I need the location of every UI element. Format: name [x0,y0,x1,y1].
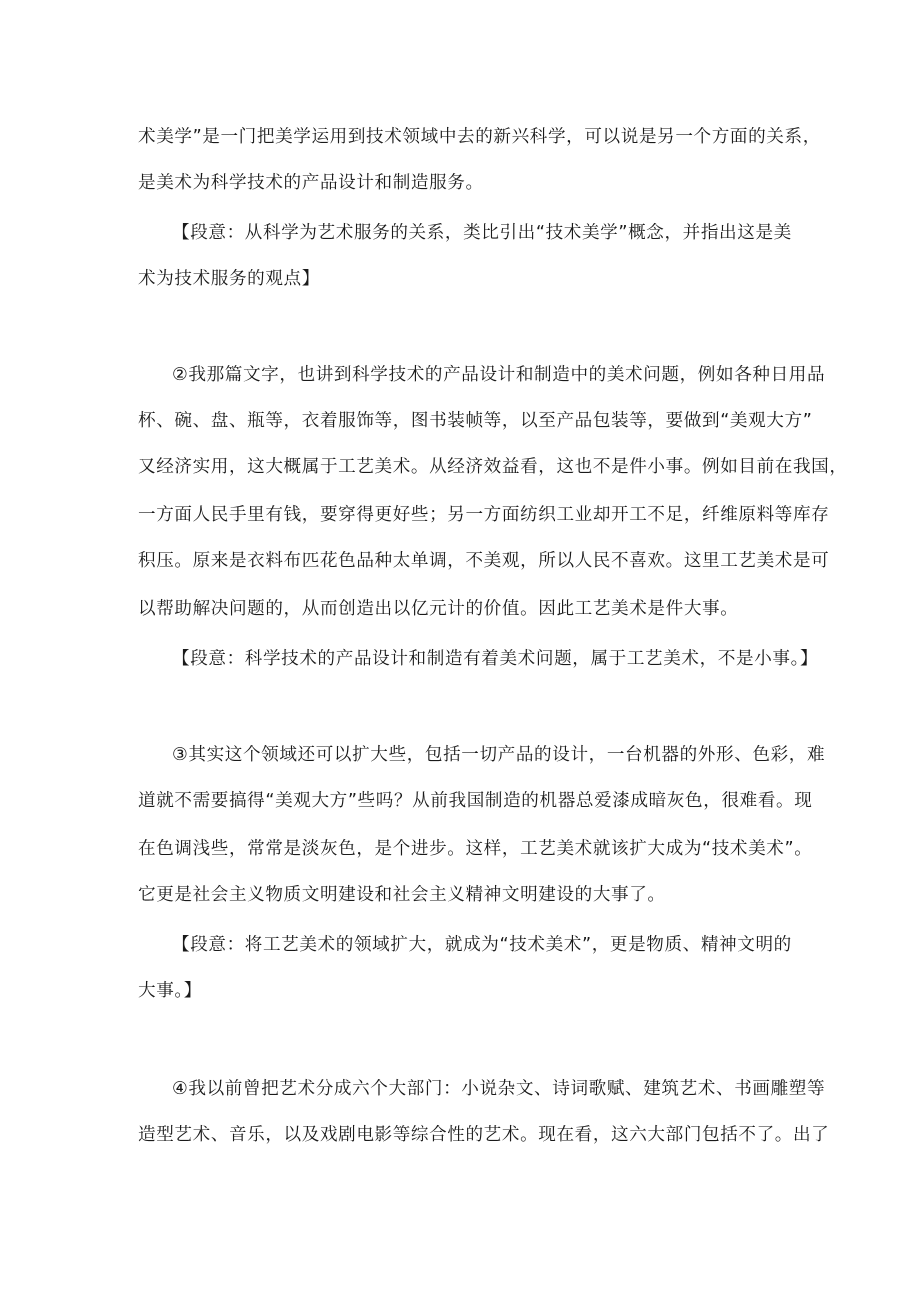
text-line: ④我以前曾把艺术分成六个大部门：小说杂文、诗词歌赋、建筑艺术、书画雕塑等 [172,1079,826,1099]
text-line: 它更是社会主义物质文明建设和社会主义精神文明建设的大事了。 [138,885,666,905]
text-line: 在色调浅些，常常是淡灰色，是个进步。这样，工艺美术就该扩大成为“技术美术”。 [138,839,813,859]
text-line: 大事。】 [138,981,202,1001]
text-line: 又经济实用，这大概属于工艺美术。从经济效益看，这也不是件小事。例如目前在我国， [138,457,848,477]
text-line: 道就不需要搞得“美观大方”些吗？从前我国制造的机器总爱漆成暗灰色，很难看。现 [138,791,813,811]
text-line: 造型艺术、音乐，以及戏剧电影等综合性的艺术。现在看，这六大部门包括不了。出了 [138,1125,830,1145]
text-line: 【段意：科学技术的产品设计和制造有着美术问题，属于工艺美术，不是小事。】 [172,649,819,669]
text-line: 是美术为科学技术的产品设计和制造服务。 [138,173,484,193]
text-line: 【段意：从科学为艺术服务的关系，类比引出“技术美学”概念，并指出这是美 [172,223,792,243]
text-line: 积压。原来是衣料布匹花色品种太单调，不美观，所以人民不喜欢。这里工艺美术是可 [138,551,830,571]
text-line: 一方面人民手里有钱，要穿得更好些；另一方面纺织工业却开工不足，纤维原料等库存 [138,505,830,525]
text-line: 术美学”是一门把美学运用到技术领域中去的新兴科学，可以说是另一个方面的关系， [138,127,821,147]
text-line: 以帮助解决问题的，从而创造出以亿元计的价值。因此工艺美术是件大事。 [138,599,739,619]
text-line: 【段意：将工艺美术的领域扩大，就成为“技术美术”，更是物质、精神文明的 [172,935,792,955]
text-line: 杯、碗、盘、瓶等，衣着服饰等，图书装帧等，以至产品包装等，要做到“美观大方” [138,411,813,431]
text-line: 术为技术服务的观点】 [138,269,320,289]
text-line: ②我那篇文字，也讲到科学技术的产品设计和制造中的美术问题，例如各种日用品 [172,365,826,385]
text-line: ③其实这个领域还可以扩大些，包括一切产品的设计，一台机器的外形、色彩，难 [172,745,826,765]
